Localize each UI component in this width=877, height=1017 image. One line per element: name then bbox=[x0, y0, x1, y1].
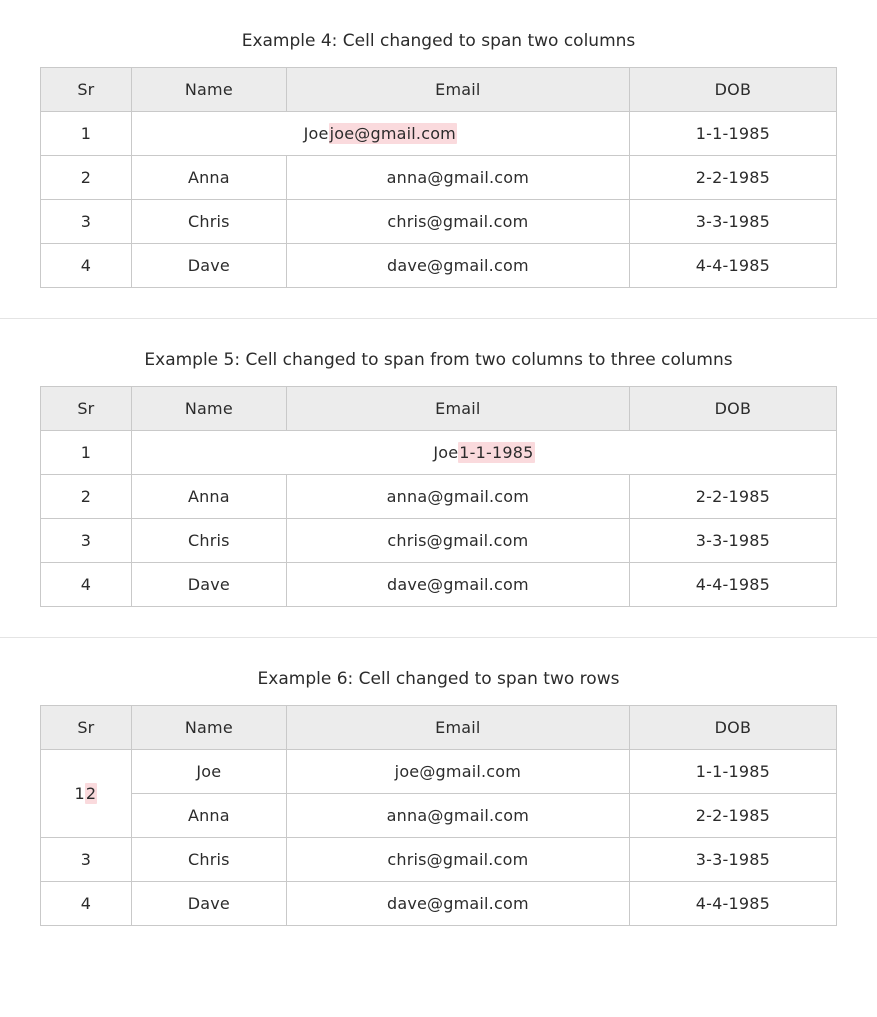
cell-name: Chris bbox=[131, 837, 286, 881]
cell-name: Joe bbox=[131, 749, 286, 793]
column-header-email: Email bbox=[286, 67, 629, 111]
example-6-title: Example 6: Cell changed to span two rows bbox=[257, 668, 620, 689]
example-4-table bbox=[40, 67, 837, 288]
table-header bbox=[41, 386, 837, 430]
table-row bbox=[41, 155, 837, 199]
table-body bbox=[41, 430, 837, 606]
cell-merged-name-email-dob bbox=[131, 430, 836, 474]
cell-email: chris@gmail.com bbox=[286, 837, 629, 881]
table-row bbox=[41, 199, 837, 243]
column-header-email: Email bbox=[286, 386, 629, 430]
merged-text-highlight: joe@gmail.com bbox=[329, 123, 456, 143]
column-header-name: Name bbox=[131, 705, 286, 749]
cell-name: Chris bbox=[131, 518, 286, 562]
column-header-dob: DOB bbox=[629, 386, 836, 430]
cell-name: Dave bbox=[131, 243, 286, 287]
table-header bbox=[41, 67, 837, 111]
column-header-sr: Sr bbox=[41, 705, 132, 749]
table-body bbox=[41, 111, 837, 287]
cell-email: dave@gmail.com bbox=[286, 562, 629, 606]
column-header-name: Name bbox=[131, 67, 286, 111]
cell-name: Chris bbox=[131, 199, 286, 243]
table-row bbox=[41, 881, 837, 925]
example-4-section bbox=[0, 0, 877, 288]
cell-name: Dave bbox=[131, 562, 286, 606]
table-header-row bbox=[41, 705, 837, 749]
cell-sr: 1 bbox=[41, 430, 132, 474]
cell-email: dave@gmail.com bbox=[286, 881, 629, 925]
example-5-section bbox=[0, 319, 877, 607]
cell-email: joe@gmail.com bbox=[286, 749, 629, 793]
table-row bbox=[41, 430, 837, 474]
cell-name: Anna bbox=[131, 155, 286, 199]
cell-sr: 1 bbox=[41, 111, 132, 155]
cell-dob: 1-1-1985 bbox=[629, 111, 836, 155]
example-5-table bbox=[40, 386, 837, 607]
cell-sr: 4 bbox=[41, 881, 132, 925]
column-header-sr: Sr bbox=[41, 67, 132, 111]
cell-dob: 4-4-1985 bbox=[629, 243, 836, 287]
cell-email: anna@gmail.com bbox=[286, 155, 629, 199]
column-header-dob: DOB bbox=[629, 67, 836, 111]
example-6-table bbox=[40, 705, 837, 926]
cell-name: Anna bbox=[131, 474, 286, 518]
cell-dob: 4-4-1985 bbox=[629, 881, 836, 925]
sr-text-highlight: 2 bbox=[85, 783, 97, 803]
table-row bbox=[41, 243, 837, 287]
cell-dob: 3-3-1985 bbox=[629, 199, 836, 243]
cell-dob: 3-3-1985 bbox=[629, 518, 836, 562]
table-row bbox=[41, 837, 837, 881]
cell-email: chris@gmail.com bbox=[286, 518, 629, 562]
cell-name: Dave bbox=[131, 881, 286, 925]
cell-sr: 4 bbox=[41, 243, 132, 287]
table-header bbox=[41, 705, 837, 749]
bottom-spacer bbox=[40, 926, 837, 952]
sr-text-plain: 1 bbox=[74, 783, 85, 803]
cell-email: chris@gmail.com bbox=[286, 199, 629, 243]
example-5-title: Example 5: Cell changed to span from two columns to three columns bbox=[144, 349, 733, 370]
column-header-dob: DOB bbox=[629, 705, 836, 749]
cell-email: anna@gmail.com bbox=[286, 474, 629, 518]
table-header-row bbox=[41, 67, 837, 111]
cell-dob: 2-2-1985 bbox=[629, 474, 836, 518]
cell-dob: 2-2-1985 bbox=[629, 155, 836, 199]
cell-sr: 2 bbox=[41, 155, 132, 199]
cell-dob: 4-4-1985 bbox=[629, 562, 836, 606]
cell-sr-merged bbox=[41, 749, 132, 837]
table-row bbox=[41, 793, 837, 837]
table-row bbox=[41, 562, 837, 606]
table-row bbox=[41, 518, 837, 562]
example-4-title: Example 4: Cell changed to span two columns bbox=[241, 31, 636, 51]
column-header-name: Name bbox=[131, 386, 286, 430]
table-row bbox=[41, 474, 837, 518]
merged-text-plain: Joe bbox=[433, 442, 459, 462]
cell-email: dave@gmail.com bbox=[286, 243, 629, 287]
cell-sr: 3 bbox=[41, 837, 132, 881]
cell-dob: 1-1-1985 bbox=[629, 749, 836, 793]
example-6-section bbox=[0, 638, 877, 952]
cell-name: Anna bbox=[131, 793, 286, 837]
column-header-email: Email bbox=[286, 705, 629, 749]
merged-text-plain: Joe bbox=[303, 123, 329, 143]
cell-sr: 3 bbox=[41, 518, 132, 562]
table-row bbox=[41, 749, 837, 793]
merged-text-highlight: 1-1-1985 bbox=[459, 442, 534, 462]
column-header-sr: Sr bbox=[41, 386, 132, 430]
cell-sr: 3 bbox=[41, 199, 132, 243]
cell-email: anna@gmail.com bbox=[286, 793, 629, 837]
cell-merged-name-email bbox=[131, 111, 629, 155]
cell-sr: 4 bbox=[41, 562, 132, 606]
table-body bbox=[41, 749, 837, 925]
cell-dob: 2-2-1985 bbox=[629, 793, 836, 837]
cell-sr: 2 bbox=[41, 474, 132, 518]
cell-dob: 3-3-1985 bbox=[629, 837, 836, 881]
table-header-row bbox=[41, 386, 837, 430]
table-row bbox=[41, 111, 837, 155]
